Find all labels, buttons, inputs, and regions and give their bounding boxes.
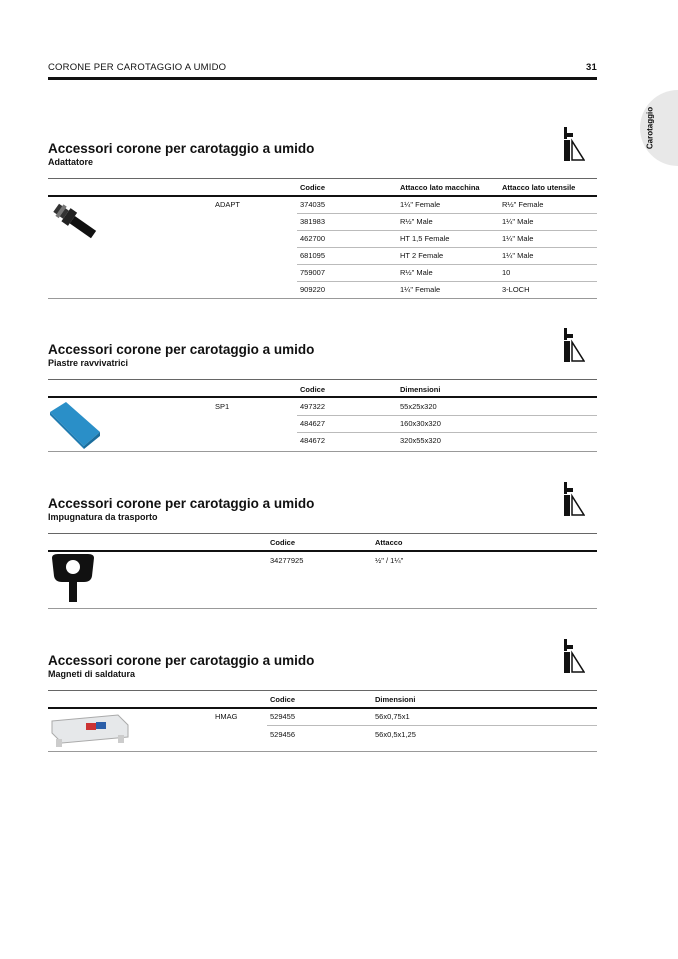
- divider: [48, 451, 597, 452]
- section-subtitle: Impugnatura da trasporto: [48, 512, 158, 522]
- section-title: Accessori corone per carotaggio a umido: [48, 141, 315, 156]
- table-cell: 484627: [300, 419, 326, 428]
- divider: [48, 533, 597, 534]
- product-label: HMAG: [215, 712, 238, 721]
- divider: [48, 379, 597, 380]
- table-cell: 34277925: [270, 556, 304, 565]
- table-cell: 374035: [300, 200, 326, 209]
- side-tab[interactable]: [640, 90, 678, 166]
- divider: [297, 281, 597, 282]
- table-cell: 681095: [300, 251, 326, 260]
- page-number: 31: [586, 62, 597, 73]
- table-cell: 3-LOCH: [502, 285, 530, 294]
- column-header: Codice: [270, 695, 296, 704]
- column-header: Attacco: [375, 538, 403, 547]
- column-header: Codice: [300, 385, 326, 394]
- divider: [297, 264, 597, 265]
- section-title: Accessori corone per carotaggio a umido: [48, 653, 315, 668]
- divider: [48, 178, 597, 179]
- column-header: Dimensioni: [400, 385, 441, 394]
- section-subtitle: Adattatore: [48, 157, 94, 167]
- table-cell: 1¼" Male: [502, 251, 534, 260]
- product-label: SP1: [215, 402, 230, 411]
- table-cell: 381983: [300, 217, 326, 226]
- table-cell: 1¼" Female: [400, 200, 441, 209]
- column-header: Codice: [270, 538, 296, 547]
- wet-drilling-icon: [563, 328, 585, 362]
- table-cell: 55x25x320: [400, 402, 437, 411]
- running-header: CORONE PER CAROTAGGIO A UMIDO: [48, 62, 227, 73]
- divider: [267, 725, 597, 726]
- dressing-plate-image: [48, 400, 103, 450]
- divider: [297, 247, 597, 248]
- table-cell: 1¼" Male: [502, 234, 534, 243]
- table-cell: 56x0,75x1: [375, 712, 410, 721]
- table-cell: 759007: [300, 268, 326, 277]
- section-title: Accessori corone per carotaggio a umido: [48, 342, 315, 357]
- product-label: ADAPT: [215, 200, 241, 209]
- table-cell: R½" Male: [400, 217, 433, 226]
- divider: [48, 195, 597, 197]
- table-cell: ½" / 1¼": [375, 556, 404, 565]
- table-cell: HT 1,5 Female: [400, 234, 450, 243]
- divider: [297, 230, 597, 231]
- table-cell: 320x55x320: [400, 436, 441, 445]
- table-cell: 1¼" Female: [400, 285, 441, 294]
- divider: [297, 213, 597, 214]
- table-cell: R½" Male: [400, 268, 433, 277]
- wet-drilling-icon: [563, 482, 585, 516]
- column-header: Codice: [300, 183, 326, 192]
- table-cell: 160x30x320: [400, 419, 441, 428]
- adapter-image: [48, 199, 103, 244]
- wet-drilling-icon: [563, 127, 585, 161]
- divider: [297, 415, 597, 416]
- wet-drilling-icon: [563, 639, 585, 673]
- table-cell: 10: [502, 268, 511, 277]
- table-cell: R½" Female: [502, 200, 544, 209]
- section-subtitle: Magneti di saldatura: [48, 669, 136, 679]
- side-tab-label: Carotaggio: [645, 106, 655, 150]
- divider: [48, 298, 597, 299]
- column-header: Attacco lato macchina: [400, 183, 480, 192]
- table-cell: 529456: [270, 730, 296, 739]
- column-header: Dimensioni: [375, 695, 416, 704]
- table-cell: 1¼" Male: [502, 217, 534, 226]
- welding-magnet-image: [48, 711, 133, 751]
- column-header: Attacco lato utensile: [502, 183, 576, 192]
- divider: [48, 396, 597, 398]
- table-cell: 56x0,5x1,25: [375, 730, 416, 739]
- table-cell: 909220: [300, 285, 326, 294]
- header-rule: [48, 77, 597, 80]
- table-cell: 462700: [300, 234, 326, 243]
- table-cell: 484672: [300, 436, 326, 445]
- section-subtitle: Piastre ravvivatrici: [48, 358, 129, 368]
- divider: [48, 690, 597, 691]
- table-cell: 497322: [300, 402, 326, 411]
- carry-handle-image: [48, 554, 98, 604]
- divider: [48, 608, 597, 609]
- divider: [48, 751, 597, 752]
- table-cell: HT 2 Female: [400, 251, 444, 260]
- section-title: Accessori corone per carotaggio a umido: [48, 496, 315, 511]
- table-cell: 529455: [270, 712, 296, 721]
- divider: [48, 550, 597, 552]
- divider: [297, 432, 597, 433]
- divider: [48, 707, 597, 709]
